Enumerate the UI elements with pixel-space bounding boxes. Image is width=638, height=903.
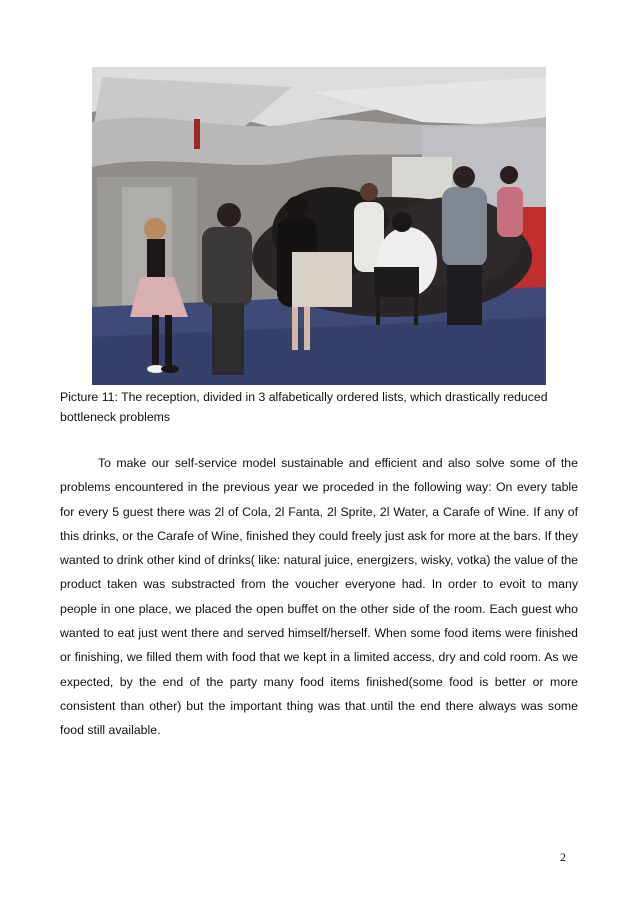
reception-photo	[92, 67, 546, 385]
page-number: 2	[560, 850, 566, 864]
body-paragraph: To make our self-service model sustainable and efficient and also solve some of the problems encountered in the previous year we proceded in the following way: On every table for every 5 guest there was 2l of Cola, 2l Fanta, 2l Sprite, 2l Water, a Carafe of Wine. If any of this drinks, or the Carafe of Wine, finished they could freely just ask for more at the bars. If they wanted to drink other kind of drinks( like: natural juice, energizers, wisky, votka) the value of the product taken was substracted from the voucher everyone had. In order to evoit to many people in one place, we placed the open buffet on the other side of the room. Each guest who wanted to eat just went there and served himself/herself. When some food items were finished or finishing, we filled them with food that we kept in a limited access, dry and cold room. As we expected, by the end of the party many food items finished(some food is better or more consistent than other) but the important thing was that until the end there always was some food still available.	[60, 456, 578, 738]
photo-caption: Picture 11: The reception, divided in 3 alfabetically ordered lists, which drastically reduced bottleneck problems	[60, 390, 548, 424]
reception-photo-drawing	[92, 67, 546, 385]
